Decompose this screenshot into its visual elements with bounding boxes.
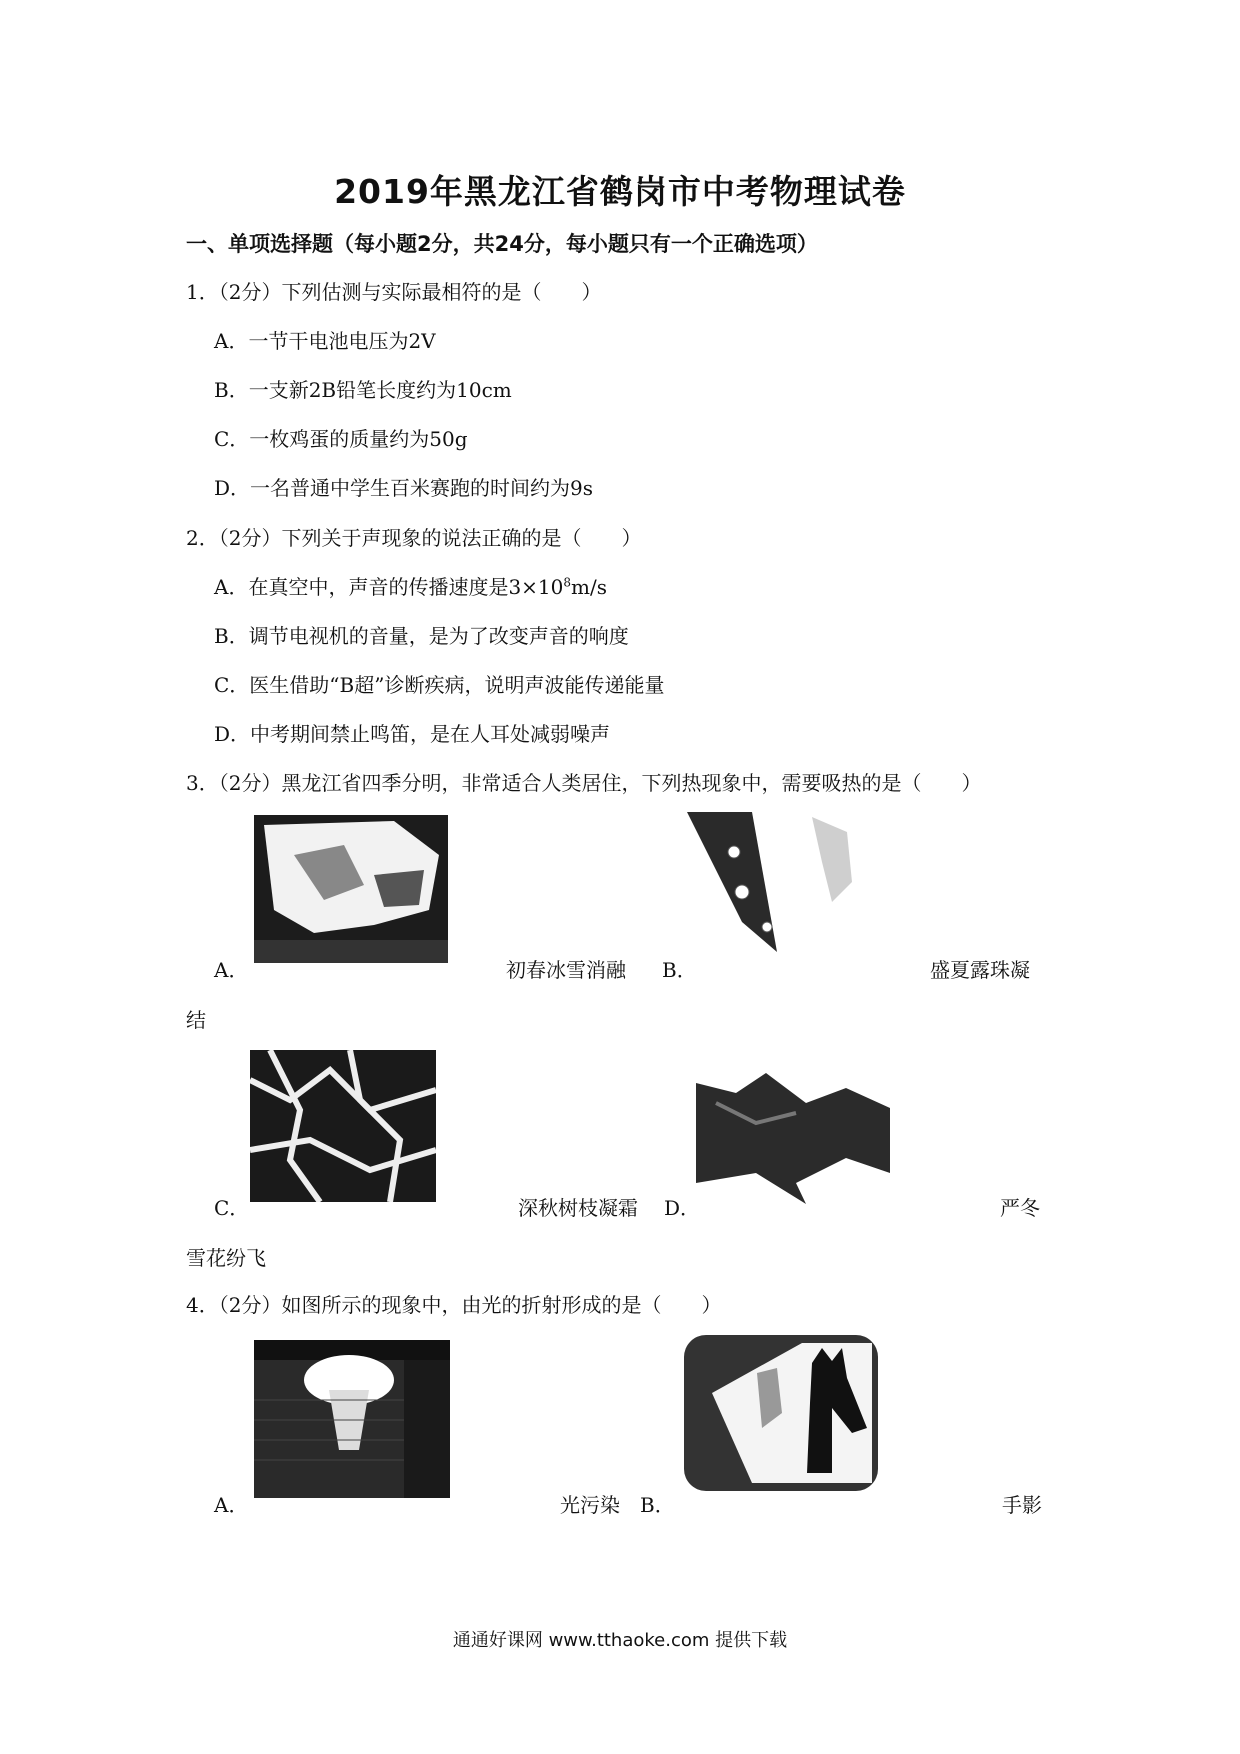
hand-shadow-image <box>682 1333 880 1493</box>
page-footer: 通通好课网 www.tthaoke.com 提供下载 <box>452 1630 788 1651</box>
question-1-option-b: B．一支新2B铅笔长度约为10cm <box>214 378 512 402</box>
question-3-option-a-label: A． <box>214 958 249 982</box>
question-4-option-a-caption: 光污染 <box>560 1493 620 1517</box>
question-2-stem: 2．（2分）下列关于声现象的说法正确的是（ ） <box>186 526 642 550</box>
question-2-option-d: D．中考期间禁止鸣笛，是在人耳处减弱噪声 <box>214 722 611 746</box>
question-3-option-a-caption: 初春冰雪消融 <box>506 958 626 982</box>
question-1-option-c: C．一枚鸡蛋的质量约为50g <box>214 427 468 451</box>
question-1-option-d: D．一名普通中学生百米赛跑的时间约为9s <box>214 476 594 500</box>
question-3-option-c-label: C． <box>214 1196 250 1220</box>
question-3-option-d-label: D． <box>664 1196 701 1220</box>
question-3-option-b-caption-wrap: 结 <box>186 1008 206 1032</box>
question-1-stem: 1．（2分）下列估测与实际最相符的是（ ） <box>186 280 602 304</box>
ice-melting-image <box>254 815 448 963</box>
question-3-option-b-caption: 盛夏露珠凝 <box>930 958 1030 982</box>
light-pollution-image <box>254 1340 450 1498</box>
question-4-option-a-label: A． <box>214 1493 249 1517</box>
question-2-option-a: A．在真空中，声音的传播速度是$3\times 10^8m/s$ <box>214 575 607 599</box>
page-title: 2019年黑龙江省鹤岗市中考物理试卷 <box>334 172 906 211</box>
question-4-stem: 4．（2分）如图所示的现象中，由光的折射形成的是（ ） <box>186 1293 722 1317</box>
question-4-option-b-caption: 手影 <box>1002 1493 1042 1517</box>
snowfall-tree-image <box>696 1063 890 1204</box>
frost-on-branches-image <box>250 1050 436 1202</box>
question-3-stem: 3．（2分）黑龙江省四季分明，非常适合人类居住，下列热现象中，需要吸热的是（ ） <box>186 771 982 795</box>
section-heading: 一、单项选择题（每小题2分，共24分，每小题只有一个正确选项） <box>186 232 818 256</box>
question-3-option-b-label: B． <box>662 958 697 982</box>
question-2-option-b: B．调节电视机的音量，是为了改变声音的响度 <box>214 624 629 648</box>
dew-on-leaf-image <box>682 812 862 964</box>
question-3-option-d-caption: 严冬 <box>1000 1196 1040 1220</box>
question-3-option-c-caption: 深秋树枝凝霜 <box>518 1196 638 1220</box>
question-1-option-a: A．一节干电池电压为2V <box>214 329 436 353</box>
question-3-option-d-caption-wrap: 雪花纷飞 <box>186 1246 266 1270</box>
question-4-option-b-label: B． <box>640 1493 675 1517</box>
question-2-option-c: C．医生借助“B超”诊断疾病，说明声波能传递能量 <box>214 673 665 697</box>
